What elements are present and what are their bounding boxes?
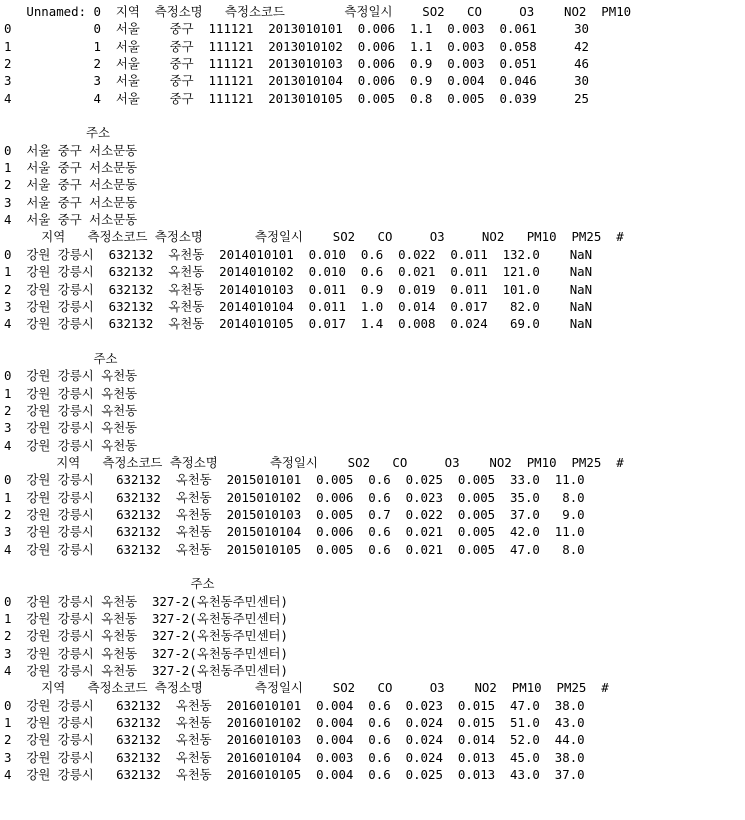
console-line (4, 333, 745, 350)
console-line: 1 1 서울 중구 111121 2013010102 0.006 1.1 0.003 0.058 42 (4, 38, 589, 54)
console-line: 0 강원 강릉시 옥천동 (4, 368, 138, 384)
console-line: 4 4 서울 중구 111121 2013010105 0.005 0.8 0.005 0.039 25 (4, 90, 589, 106)
console-line: 2 강원 강릉시 옥천동 (4, 402, 138, 418)
console-line: 2 강원 강릉시 632132 옥천동 2014010103 0.011 0.9 0.019 0.011 101.0 NaN (4, 281, 593, 297)
console-line: 2 서울 중구 서소문동 (4, 177, 138, 193)
console-line: 1 강원 강릉시 옥천동 (4, 385, 138, 401)
console-line: 지역 측정소코드 측정소명 측정일시 SO2 CO O3 NO2 PM10 PM25 # (4, 229, 624, 245)
console-line: 0 강원 강릉시 옥천동 327-2(옥천동주민센터) (4, 593, 288, 609)
console-line: 지역 측정소코드 측정소명 측정일시 SO2 CO O3 NO2 PM10 PM25 # (4, 680, 609, 696)
console-line: 주소 (4, 125, 110, 141)
console-line: 지역 측정소코드 측정소명 측정일시 SO2 CO O3 NO2 PM10 PM25 # (4, 454, 624, 470)
console-line: 4 강원 강릉시 옥천동 (4, 437, 138, 453)
console-line: 3 강원 강릉시 옥천동 327-2(옥천동주민센터) (4, 645, 288, 661)
console-line: 0 서울 중구 서소문동 (4, 142, 138, 158)
console-line: 2 강원 강릉시 옥천동 327-2(옥천동주민센터) (4, 628, 288, 644)
console-line: 3 강원 강릉시 옥천동 (4, 420, 138, 436)
console-line (4, 558, 745, 575)
console-line: 0 강원 강릉시 632132 옥천동 2014010101 0.010 0.6 0.022 0.011 132.0 NaN (4, 246, 593, 262)
console-line: Unnamed: 0 지역 측정소명 측정소코드 측정일시 SO2 CO O3 NO2 PM10 (4, 4, 632, 19)
console-line: 3 강원 강릉시 632132 옥천동 2014010104 0.011 1.0 0.014 0.017 82.0 NaN (4, 298, 593, 314)
console-line: 3 강원 강릉시 632132 옥천동 2015010104 0.006 0.6 0.021 0.005 42.0 11.0 (4, 524, 585, 540)
console-line: 1 강원 강릉시 632132 옥천동 2014010102 0.010 0.6 0.021 0.011 121.0 NaN (4, 264, 593, 280)
console-line: 2 강원 강릉시 632132 옥천동 2015010103 0.005 0.7 0.022 0.005 37.0 9.0 (4, 506, 585, 522)
console-line: 2 2 서울 중구 111121 2013010103 0.006 0.9 0.003 0.051 46 (4, 56, 589, 72)
console-line: 3 서울 중구 서소문동 (4, 194, 138, 210)
console-line: 주소 (4, 576, 215, 592)
console-line: 4 강원 강릉시 632132 옥천동 2014010105 0.017 1.4 0.008 0.024 69.0 NaN (4, 316, 593, 332)
console-line: 주소 (4, 350, 118, 366)
console-line: 1 서울 중구 서소문동 (4, 160, 138, 176)
console-line: 1 강원 강릉시 632132 옥천동 2016010102 0.004 0.6 0.024 0.015 51.0 43.0 (4, 715, 585, 731)
console-line: 0 강원 강릉시 632132 옥천동 2015010101 0.005 0.6 0.025 0.005 33.0 11.0 (4, 472, 585, 488)
console-line: 2 강원 강릉시 632132 옥천동 2016010103 0.004 0.6 0.024 0.014 52.0 44.0 (4, 732, 585, 748)
console-line: 3 강원 강릉시 632132 옥천동 2016010104 0.003 0.6 0.024 0.013 45.0 38.0 (4, 749, 585, 765)
console-line: 0 0 서울 중구 111121 2013010101 0.006 1.1 0.003 0.061 30 (4, 21, 589, 37)
console-line: 1 강원 강릉시 632132 옥천동 2015010102 0.006 0.6 0.023 0.005 35.0 8.0 (4, 489, 585, 505)
console-line: 1 강원 강릉시 옥천동 327-2(옥천동주민센터) (4, 611, 288, 627)
console-line: 3 3 서울 중구 111121 2013010104 0.006 0.9 0.004 0.046 30 (4, 73, 589, 89)
console-line: 4 서울 중구 서소문동 (4, 212, 138, 228)
console-line: 4 강원 강릉시 632132 옥천동 2015010105 0.005 0.6 0.021 0.005 47.0 8.0 (4, 541, 585, 557)
console-line: 4 강원 강릉시 옥천동 327-2(옥천동주민센터) (4, 663, 288, 679)
console-line: 0 강원 강릉시 632132 옥천동 2016010101 0.004 0.6 0.023 0.015 47.0 38.0 (4, 697, 585, 713)
console-line: 4 강원 강릉시 632132 옥천동 2016010105 0.004 0.6 0.025 0.013 43.0 37.0 (4, 767, 585, 783)
console-line (4, 107, 745, 124)
